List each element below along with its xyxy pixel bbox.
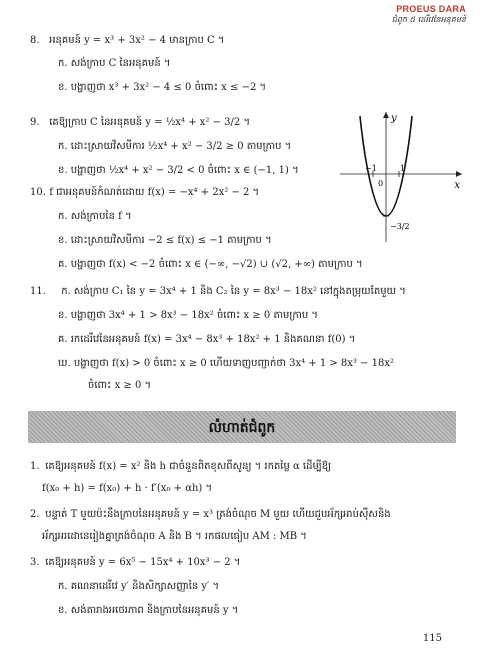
exercise-11 [30,285,406,298]
exercise-11-item-c: គ. រកដេរីវេនៃអនុគមន៍ f(x) = 3x⁴ − 8x³ + 18x² + 1 និងគណនា f(0) ។ [58,334,356,345]
chapter-exercise-3-item-b: ខ. សង់តារាងអថេរភាព និងក្រាបនៃអនុគមន៍ y ។ [58,605,239,616]
page-number: 115 [422,633,442,644]
chapter-exercise-3 [30,556,240,569]
exercise-10-item-a: ក. សង់ក្រាបនៃ f ។ [58,211,132,222]
chapter-exercise-3-item-a: ក. គណនាដេរីវេ y′ និងសិក្សាសញ្ញានៃ y′ ។ [58,581,220,592]
exercise-number: 9. [30,117,40,128]
exercise-statement: ក. សង់ក្រាប C₁ នៃ y = 3x⁴ + 1 និង C₂ នៃ y = 8x³ − 18x² នៅក្នុងតម្រុយតែមួយ ។ [61,286,406,297]
exercise-number: 3. [30,557,40,568]
exercise-8-item-a: ក. សង់ក្រាប C នៃអនុគមន៍ ។ [58,58,171,69]
chapter-exercise-1 [30,460,331,473]
origin-label: 0 [378,179,384,188]
x-axis-arrow-icon [456,171,462,177]
y-axis-label: y [391,113,397,124]
exercise-line: បន្ទាត់ T មួយប៉ះនឹងក្រាបនៃអនុគមន៍ y = x³ ត្រង់ចំណុច M មួយ ហើយជួបអ័ក្សអាប់ស៊ីសនិង [45,509,391,520]
exercise-line: គេឱ្យអនុគមន៍ y = 6x⁵ − 15x⁴ + 10x³ − 2 ។ [45,557,241,568]
chapter-title: ជំពូក ៥ ដេរីវេនៃអនុគមន៍ [391,15,466,25]
exercise-number: 1. [30,461,40,472]
exercise-11-item-b: ខ. បង្ហាញថា 3x⁴ + 1 > 8x³ − 18x² ចំពោះ x ≥ 0 តាមក្រាប ។ [58,310,318,321]
tick-label-neg: −1 [365,164,377,173]
exercise-statement: f ជាអនុគមន៍កំណត់ដោយ f(x) = −x⁴ + 2x² − 2 ។ [49,187,260,198]
section-banner [28,411,456,443]
exercise-9-item-b: ខ. បង្ហាញថា ½x⁴ + x² − 3/2 < 0 ចំពោះ x ∈ (−1, 1) ។ [58,165,299,176]
tick-label-pos: 1 [400,164,406,173]
exercise-11-item-d: ឃ. បង្ហាញថា f(x) > 0 ចំពោះ x ≥ 0 ហើយទាញបញ្ជាក់ថា 3x⁴ + 1 > 8x³ − 18x² [58,358,395,369]
exercise-number: 11. [30,286,46,297]
function-graph [336,108,466,248]
exercise-9 [30,116,250,129]
exercise-number: 10. [30,187,46,198]
exercise-9-item-a: ក. ដោះស្រាយវិសមីការ ½x⁴ + x² − 3/2 ≥ 0 តាមក្រាប ។ [58,141,292,152]
exercise-line: គេឱ្យអនុគមន៍ f(x) = x² និង h ជាចំនួនពិតខុសពីសូន្យ ។ រកតម្លៃ α ដើម្បីឱ្យ [45,461,332,472]
exercise-11-item-d-cont: ចំពោះ x ≥ 0 ។ [88,380,152,391]
y-axis-arrow-icon [383,112,389,118]
author-brand: PROEUS DARA [396,4,466,14]
exercise-10 [30,186,259,199]
chapter-exercise-2-cont: អ័ក្សអរដោនេរៀងគ្នាត្រង់ចំណុច A និង B ។ រកផលធៀប AM : MB ។ [42,531,307,542]
section-title: លំហាត់ជំពូក [208,420,276,436]
exercise-number: 2. [30,509,40,520]
exercise-8 [30,34,224,47]
exercise-10-item-b: ខ. ដោះស្រាយវិសមីការ −2 ≤ f(x) ≤ −1 តាមក្រាប ។ [58,235,272,246]
exercise-10-item-c: គ. បង្ហាញថា f(x) < −2 ចំពោះ x ∈ (−∞, −√2) ∪ (√2, +∞) តាមក្រាប ។ [58,259,363,270]
exercise-number: 8. [30,35,40,46]
page-header [392,4,466,25]
chapter-exercise-1-cont: f(x₀ + h) = f(x₀) + h · f′(x₀ + αh) ។ [42,483,213,494]
exercise-8-item-b: ខ. បង្ហាញថា x³ + 3x² − 4 ≤ 0 ចំពោះ x ≤ −2 ។ [58,82,267,93]
exercise-statement: គេឱ្យក្រាប C នៃអនុគមន៍ y = ½x⁴ + x² − 3/2 ។ [49,117,251,128]
chapter-exercise-2 [30,508,391,521]
min-value-label: −3/2 [390,222,410,231]
exercise-statement: អនុគមន៍ y = x³ + 3x² − 4 មានក្រាប C ។ [49,35,225,46]
x-axis-label: x [454,180,460,191]
